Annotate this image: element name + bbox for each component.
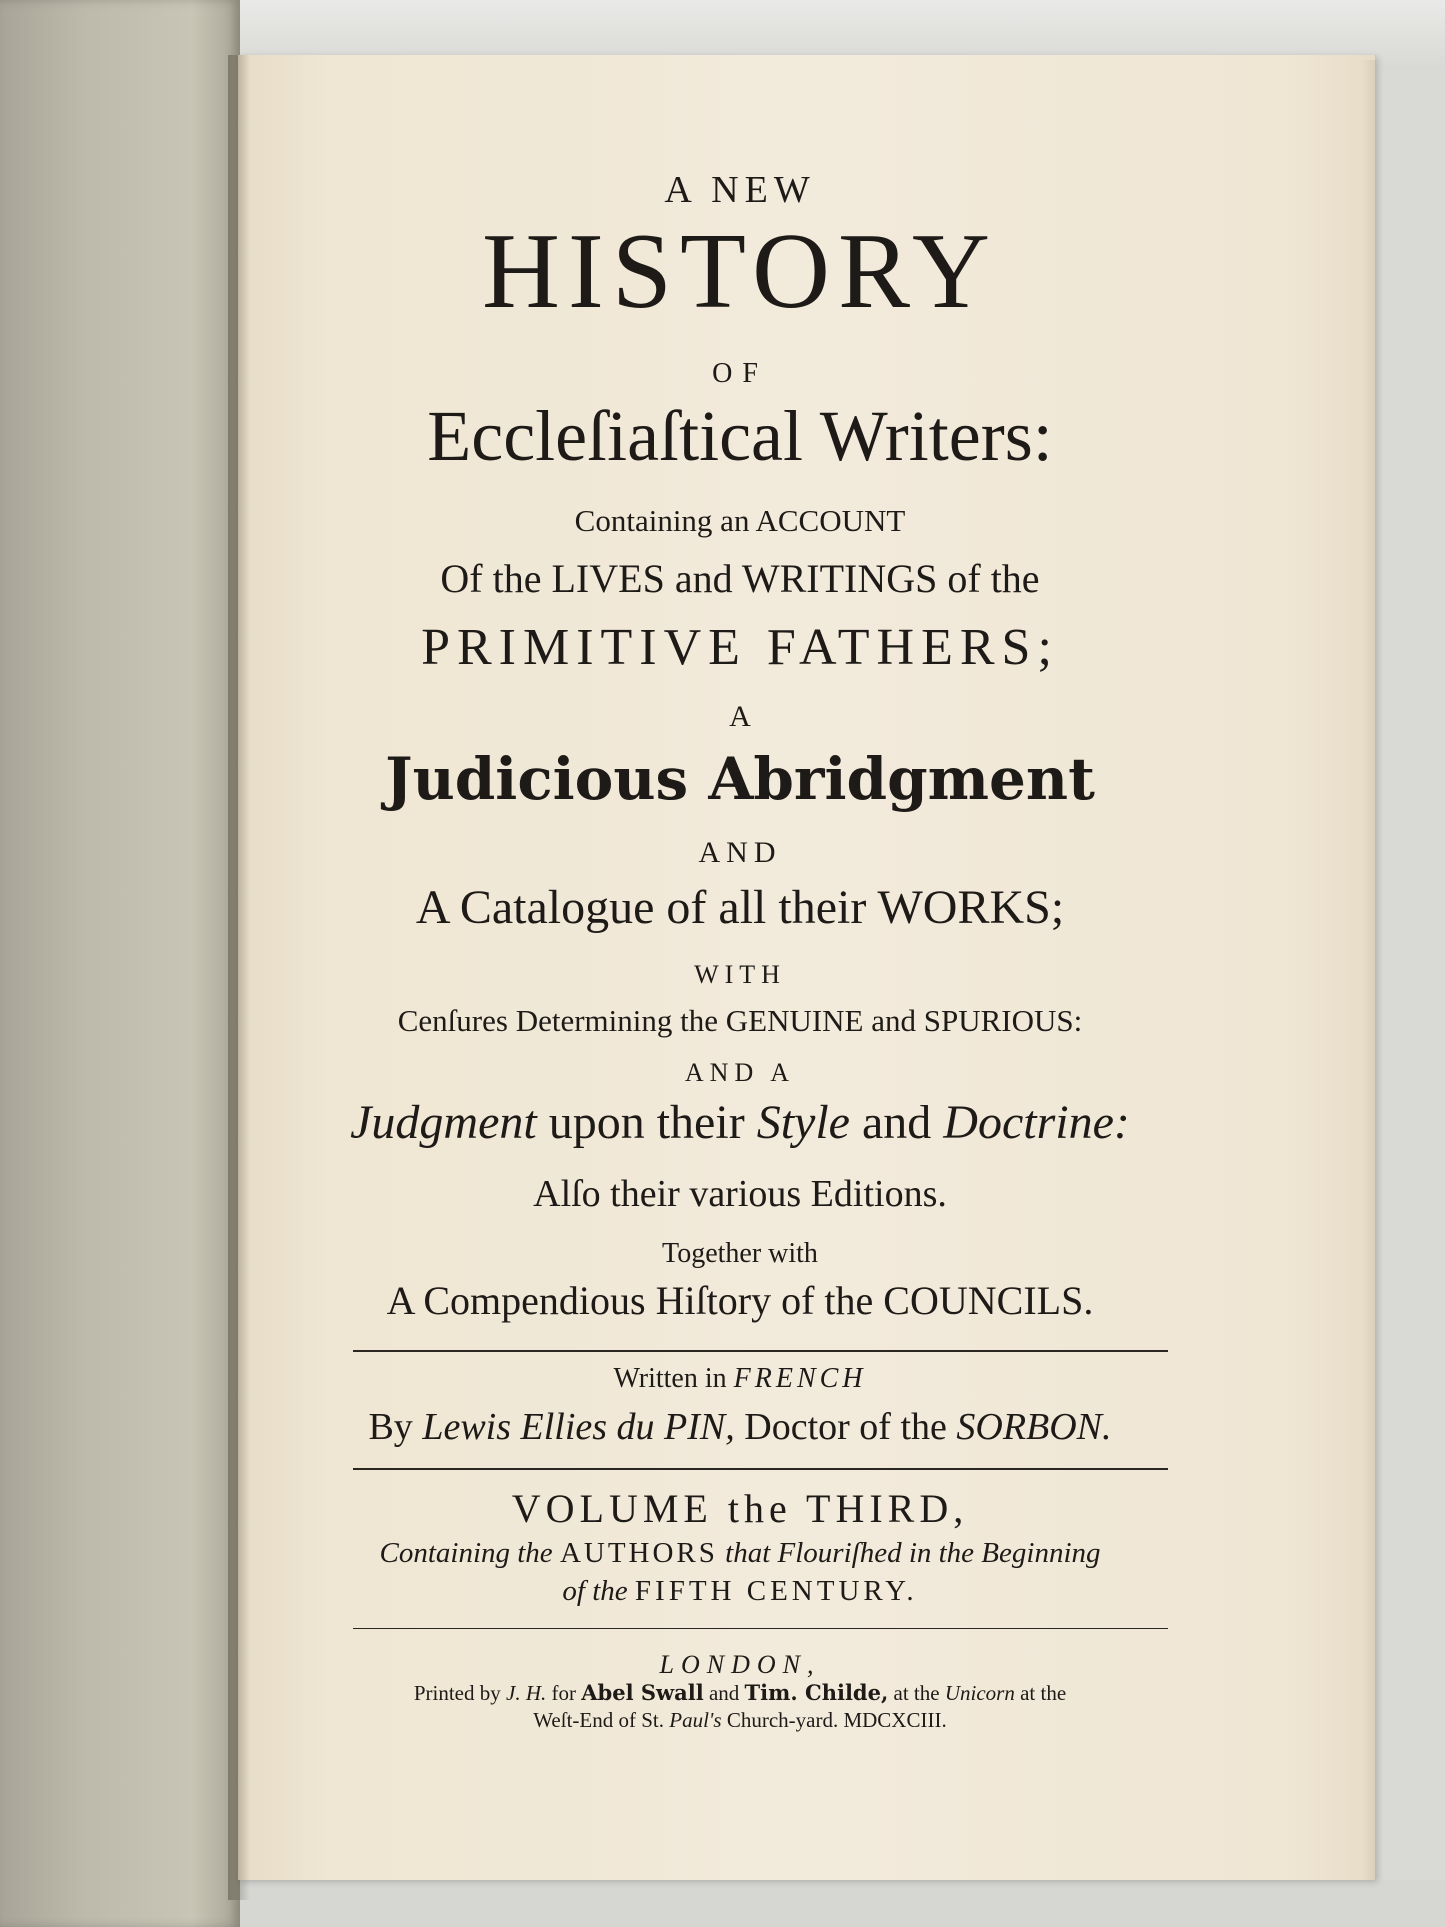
author-by: By [368,1406,423,1448]
line-of: OF [712,358,768,389]
line-primitive-fathers: PRIMITIVE FATHERS; [421,619,1059,676]
rule-3 [353,1628,1168,1629]
french-word: FRENCH [733,1363,867,1394]
printed-by: Printed by [413,1681,507,1705]
line-written [320,1363,1160,1395]
sorbon-word: SORBON. [956,1406,1112,1448]
judgment-text-2: and [849,1096,944,1149]
rule-1 [353,1350,1168,1352]
line-containing-authors [320,1537,1160,1570]
fifth-century: FIFTH CENTURY. [634,1575,918,1607]
line-and: AND [698,836,782,869]
flourished-text: that Flouriſhed in the Beginning [717,1537,1101,1569]
printer-initials: J. H. [506,1681,547,1705]
bookseller-2: Tim. Childe, [744,1680,889,1705]
judgment-word: Judgment [350,1096,537,1149]
line-editions: Alſo their various Editions. [533,1173,947,1215]
line-a: A [729,700,751,733]
author-name: Lewis Ellies du PIN, [422,1406,735,1448]
line-author [320,1405,1160,1449]
and-text: and [703,1681,745,1705]
line-judgment [320,1095,1160,1150]
line-london: LONDON, [659,1650,821,1679]
bookseller-1: Abel Swall [581,1680,704,1705]
line-history: HISTORY [481,212,999,331]
line-with: WITH [694,960,786,989]
written-text: Written in [613,1363,734,1394]
line-volume: VOLUME the THIRD, [511,1486,969,1531]
line-judicious-abridgment: Judicious Abridgment [385,745,1095,813]
style-word: Style [756,1096,850,1149]
line-containing: Containing an ACCOUNT [574,503,906,538]
imprint-line-2 [320,1708,1160,1733]
line-compendious: A Compendious Hiſtory of the COUNCILS. [386,1278,1094,1323]
west-end-text: Weſt-End of St. [533,1708,670,1732]
doctrine-word: Doctrine: [943,1096,1130,1149]
unicorn-word: Unicorn [944,1681,1015,1705]
rule-2 [353,1468,1168,1470]
line-century [320,1575,1160,1608]
imprint-line-1 [320,1680,1160,1706]
line-catalogue: A Catalogue of all their WORKS; [415,881,1065,934]
pauls-word: Paul's [669,1708,722,1732]
endpaper [0,0,240,1927]
line-and-a: AND A [684,1058,796,1087]
churchyard-date: Church-yard. MDCXCIII. [721,1708,947,1732]
line-a-new: A NEW [664,169,816,211]
at-the-text: at the [888,1681,945,1705]
judgment-text-1: upon their [536,1096,757,1149]
containing-text: Containing the [379,1537,560,1569]
line-ecclesiastical: Eccleſiaſtical Writers: [427,396,1053,476]
line-lives-writings: Of the LIVES and WRITINGS of the [440,556,1040,601]
line-censures: Cenſures Determining the GENUINE and SPURIOUS: [397,1003,1083,1038]
author-title: Doctor of the [734,1406,957,1448]
of-the-text: of the [562,1575,635,1607]
for-text: for [546,1681,582,1705]
gutter-shadow [228,55,250,1900]
authors-word: AUTHORS [559,1537,718,1569]
line-together: Together with [662,1238,818,1269]
page-edge [1362,60,1376,1880]
at-the-end: at the [1014,1681,1067,1705]
